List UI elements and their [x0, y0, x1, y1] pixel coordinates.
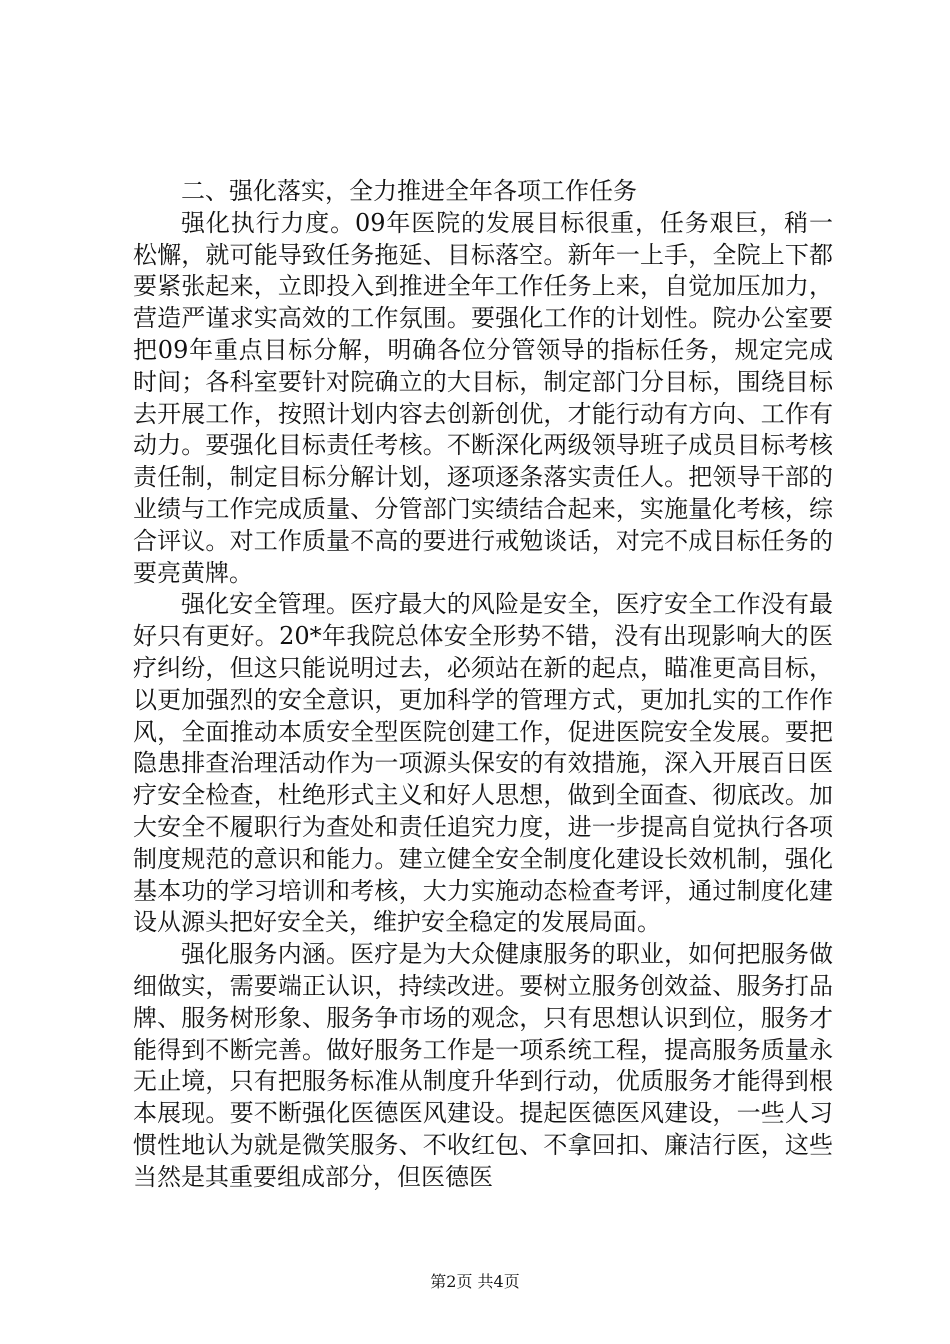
paragraph-safety: 强化安全管理。医疗最大的风险是安全，医疗安全工作没有最好只有更好。20*年我院总体安全形势不错，没有出现影响大的医疗纠纷，但这只能说明过去，必须站在新的起点，瞄准更高目标，以更加强烈的安全意识，更加科学的管理方式，更加扎实的工作作风，全面推动本质安全型医院创建工作，促进医院安全发展。要把隐患排查治理活动作为一项源头保安的有效措施，深入开展百日医疗安全检查，杜绝形式主义和好人思想，做到全面查、彻底改。加大安全不履职行为查处和责任追究力度，进一步提高自觉执行各项制度规范的意识和能力。建立健全安全制度化建设长效机制，强化基本功的学习培训和考核，大力实施动态检查考评，通过制度化建设从源头把好安全关，维护安全稳定的发展局面。 — [133, 590, 833, 937]
paragraph-service: 强化服务内涵。医疗是为大众健康服务的职业，如何把服务做细做实，需要端正认识，持续改进。要树立服务创效益、服务打品牌、服务树形象、服务争市场的观念，只有思想认识到位，服务才能得到不断完善。做好服务工作是一项系统工程，提高服务质量永无止境，只有把服务标准从制度升华到行动，优质服务才能得到根本展现。要不断强化医德医风建设。提起医德医风建设，一些人习惯性地认为就是微笑服务、不收红包、不拿回扣、廉洁行医，这些当然是其重要组成部分，但医德医 — [133, 940, 833, 1191]
section-heading: 二、强化落实，全力推进全年各项工作任务 — [181, 177, 637, 205]
page-number-label: 第2页 共4页 — [430, 1272, 520, 1291]
paragraph-execution: 强化执行力度。09年医院的发展目标很重，任务艰巨，稍一松懈，就可能导致任务拖延、目标落空。新年一上手，全院上下都要紧张起来，立即投入到推进全年工作任务上来，自觉加压加力，营造严谨求实高效的工作氛围。要强化工作的计划性。院办公室要把09年重点目标分解，明确各位分管领导的指标任务，规定完成时间；各科室要针对院确立的大目标，制定部门分目标，围绕目标去开展工作，按照计划内容去创新创优，才能行动有方向、工作有动力。要强化目标责任考核。不断深化两级领导班子成员目标考核责任制，制定目标分解计划，逐项逐条落实责任人。把领导干部的业绩与工作完成质量、分管部门实绩结合起来，实施量化考核，综合评议。对工作质量不高的要进行戒勉谈话，对完不成目标任务的要亮黄牌。 — [133, 208, 833, 587]
document-body — [133, 176, 833, 1194]
page-footer — [0, 1272, 950, 1292]
